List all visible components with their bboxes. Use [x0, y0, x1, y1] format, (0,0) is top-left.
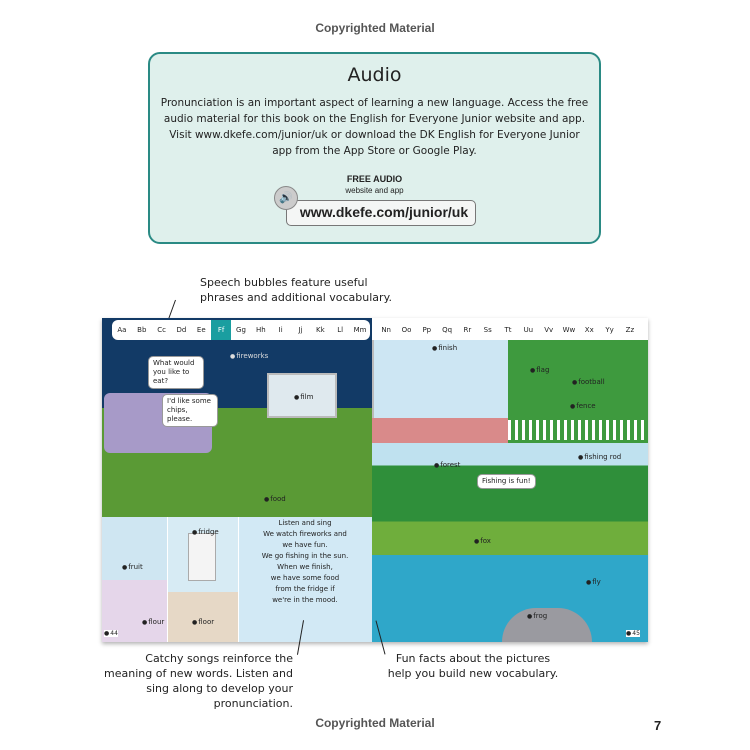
label-fireworks: ● fireworks [230, 352, 268, 360]
song-title: Listen and sing [278, 519, 332, 527]
song-line: we have some food [270, 574, 340, 582]
alpha-letter[interactable]: Zz [625, 326, 635, 334]
label-fishing-rod: ● fishing rod [578, 453, 621, 461]
song-line: When we finish, [277, 563, 333, 571]
label-film: ● film [294, 393, 313, 401]
audio-info-box [148, 52, 601, 244]
label-food: ● food [264, 495, 286, 503]
alpha-letter[interactable]: Qq [442, 326, 453, 334]
alpha-letter[interactable]: Yy [605, 326, 614, 334]
page-number: 7 [654, 718, 662, 733]
alphabet-bar-right [376, 320, 640, 340]
alpha-letter[interactable]: Oo [401, 326, 412, 334]
alpha-letter[interactable]: Ww [562, 326, 576, 334]
alpha-letter[interactable]: Tt [504, 326, 512, 334]
alpha-letter[interactable]: Vv [544, 326, 554, 334]
label-frog: ● frog [527, 612, 547, 620]
copyright-footer: Copyrighted Material [315, 716, 435, 730]
song-line: We watch fireworks and [263, 530, 347, 538]
speech-bubble: Fishing is fun! [477, 474, 536, 489]
label-flour: ● flour [142, 618, 164, 626]
label-finish: ● finish [432, 344, 457, 352]
alpha-letter[interactable]: Pp [422, 326, 432, 334]
callout-songs: Catchy songs reinforce the meaning of new words. Listen and sing along to develop your pronunciation. [104, 652, 293, 710]
alpha-letter[interactable]: Nn [381, 326, 391, 334]
alpha-letter[interactable]: Dd [176, 326, 187, 334]
callout-speech-bubbles: Speech bubbles feature useful phrases and additional vocabulary. [200, 276, 393, 304]
alpha-letter[interactable]: Kk [316, 326, 325, 334]
page-number-left: ● 44 [104, 630, 118, 637]
alpha-letter[interactable]: Gg [236, 326, 246, 334]
book-spread [102, 318, 648, 642]
alpha-letter[interactable]: Bb [137, 326, 147, 334]
alpha-letter[interactable]: Cc [157, 326, 166, 334]
audio-description: Pronunciation is an important aspect of learning a new language. Access the free audio material for this book on the English for Everyone Junior website and app. Visit www.dkefe.com/junior/uk or download the DK English for Everyone Junior app from the App Store or Google Play. [160, 97, 589, 157]
audio-url[interactable]: www.dkefe.com/junior/uk [286, 200, 476, 226]
song-line: We go fishing in the sun. [261, 552, 349, 560]
alpha-letter[interactable]: Mm [353, 326, 367, 334]
label-floor: ● floor [192, 618, 214, 626]
alpha-letter[interactable]: Uu [523, 326, 534, 334]
fence [508, 420, 648, 440]
free-audio-sublabel: website and app [345, 186, 404, 195]
speech-bubble: What would you like to eat? [148, 356, 204, 389]
label-fly: ● fly [586, 578, 601, 586]
label-fence: ● fence [570, 402, 596, 410]
label-football: ● football [572, 378, 605, 386]
label-forest: ● forest [434, 461, 460, 469]
fridge-image [188, 533, 216, 581]
label-flag: ● flag [530, 366, 549, 374]
speech-bubble: I'd like some chips, please. [162, 394, 218, 427]
copyright-header: Copyrighted Material [315, 21, 435, 35]
alpha-letter[interactable]: Xx [584, 326, 594, 334]
label-fox: ● fox [474, 537, 491, 545]
song [238, 518, 372, 606]
alpha-letter[interactable]: Hh [255, 326, 266, 334]
song-line: from the fridge if [275, 585, 335, 593]
free-audio-label: FREE AUDIO [346, 174, 403, 184]
song-line: we're in the mood. [272, 596, 338, 604]
alphabet-bar-left [112, 320, 370, 340]
speaker-icon: 🔊 [274, 186, 298, 210]
alpha-letter[interactable]: Jj [298, 326, 303, 334]
alpha-letter[interactable]: Ii [278, 326, 283, 334]
alpha-letter[interactable]: Rr [463, 326, 472, 334]
alpha-letter[interactable]: Ll [337, 326, 344, 334]
alpha-letter[interactable]: Aa [117, 326, 127, 334]
label-fridge: ● fridge [192, 528, 219, 536]
alpha-letter[interactable]: Ee [196, 326, 206, 334]
page-number-right: ● 45 [626, 630, 640, 637]
alpha-letter-active[interactable]: Ff [211, 320, 231, 340]
running-track [372, 418, 508, 443]
audio-title: Audio [347, 64, 402, 86]
floor-panel [168, 592, 238, 642]
song-line: we have fun. [282, 541, 328, 549]
label-fruit: ● fruit [122, 563, 143, 571]
callout-facts: Fun facts about the pictures help you build new vocabulary. [387, 652, 559, 680]
alpha-letter[interactable]: Ss [483, 326, 492, 334]
